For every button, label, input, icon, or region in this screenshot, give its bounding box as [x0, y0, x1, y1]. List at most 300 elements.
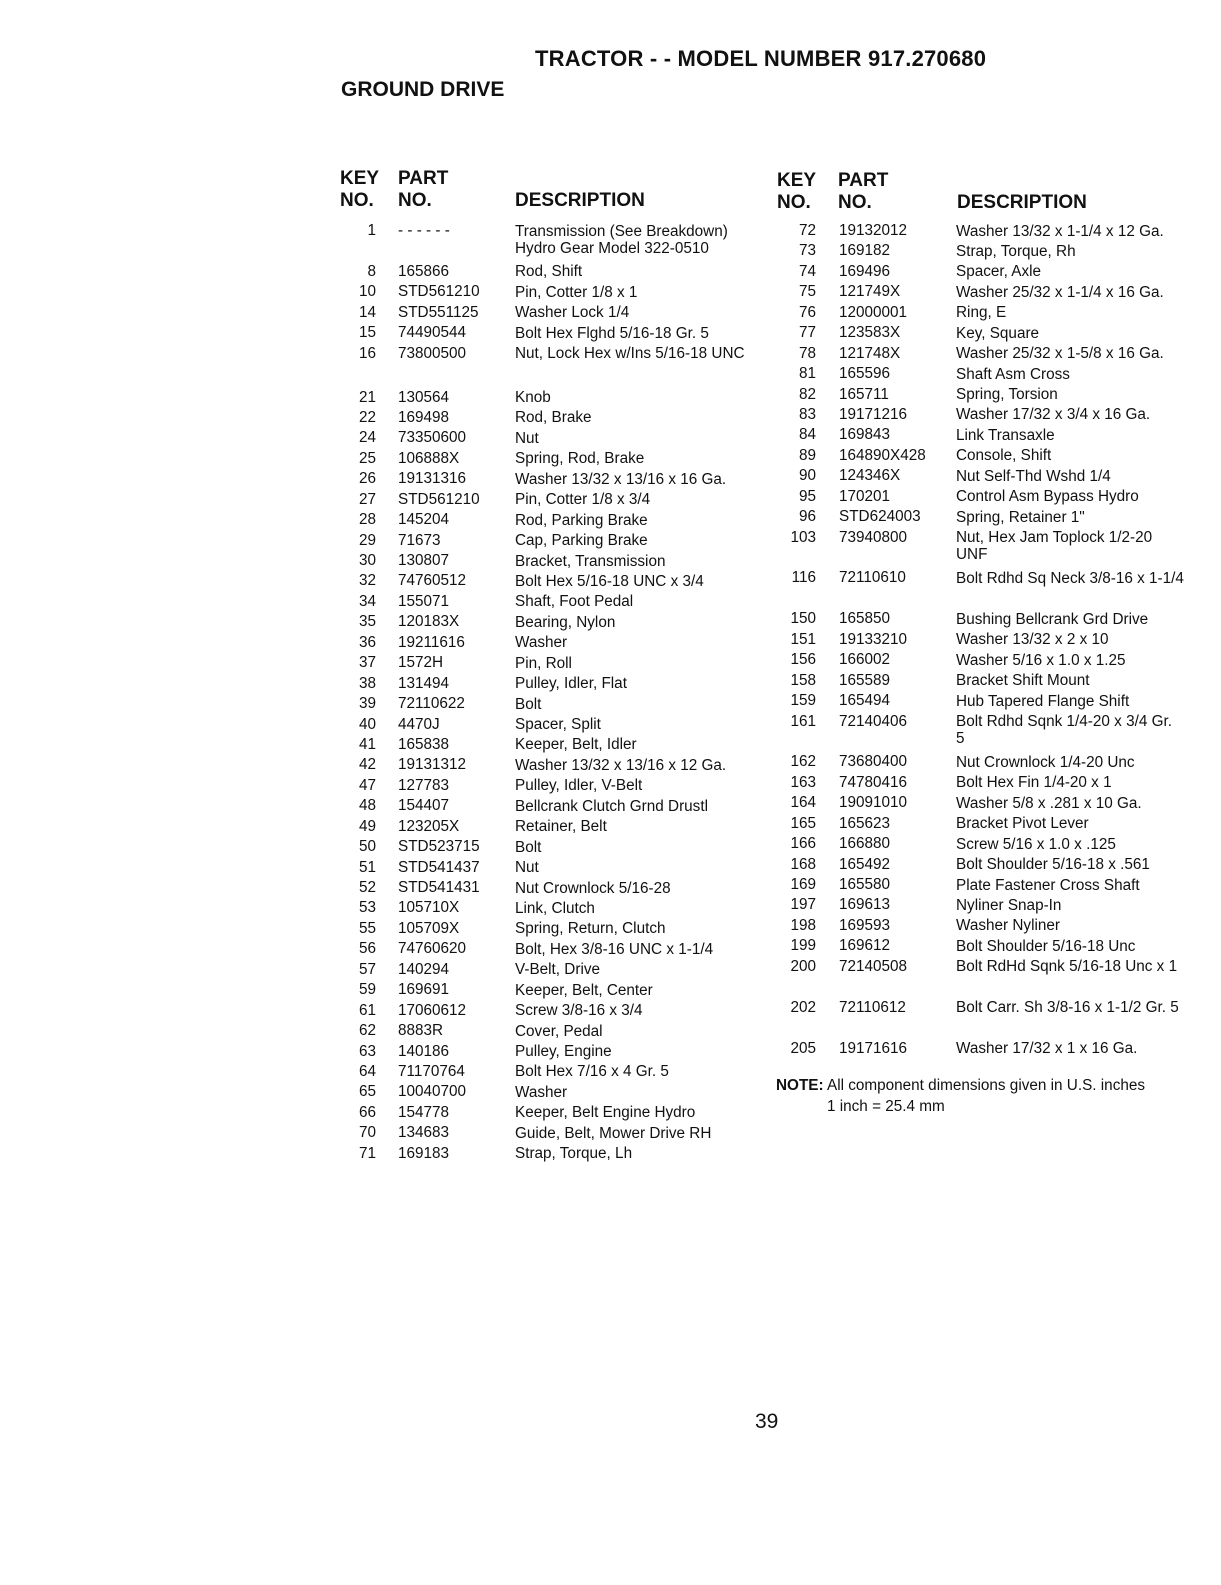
- part-number: 106888X: [398, 449, 460, 467]
- table-row: [340, 939, 780, 959]
- part-description: Washer 5/16 x 1.0 x 1.25: [956, 651, 1126, 669]
- part-description: Key, Square: [956, 324, 1040, 342]
- table-row: [340, 490, 780, 510]
- key-number: 163: [790, 773, 816, 791]
- part-description: Bolt, Hex 3/8-16 UNC x 1-1/4: [515, 940, 714, 958]
- key-number: 103: [790, 528, 816, 546]
- key-number: 200: [790, 957, 816, 975]
- table-row: [778, 303, 1203, 323]
- part-description: Pulley, Idler, V-Belt: [515, 777, 643, 795]
- part-description: Bolt Rdhd Sq Neck 3/8-16 x 1-1/4: [956, 569, 1184, 587]
- key-number: 47: [358, 776, 376, 794]
- part-description: Screw 5/16 x 1.0 x .125: [956, 835, 1116, 853]
- table-row: [778, 323, 1203, 343]
- part-number: 131494: [398, 674, 450, 692]
- part-number: - - - - - -: [398, 222, 450, 239]
- part-description: Bolt Hex Flghd 5/16-18 Gr. 5: [515, 324, 709, 342]
- key-number: 37: [358, 654, 376, 672]
- part-number: 74760620: [398, 940, 467, 958]
- part-number: 73680400: [839, 753, 908, 771]
- part-description: Screw 3/8-16 x 3/4: [515, 1002, 643, 1020]
- table-row: [340, 796, 780, 816]
- part-number: 74780416: [839, 773, 908, 791]
- table-row: [340, 612, 780, 632]
- table-row: [340, 858, 780, 878]
- part-description: Pulley, Engine: [515, 1043, 612, 1061]
- part-number: 72140406: [839, 712, 908, 730]
- part-description: Nut Crownlock 1/4-20 Unc: [956, 753, 1135, 771]
- table-row: [778, 855, 1203, 875]
- part-number: 145204: [398, 511, 450, 529]
- key-number: 202: [790, 998, 816, 1016]
- table-row: [778, 998, 1203, 1039]
- key-number: 39: [358, 695, 376, 713]
- part-number: 127783: [398, 776, 450, 794]
- table-row: [340, 837, 780, 857]
- part-description: Bracket Shift Mount: [956, 672, 1090, 690]
- part-description: Link, Clutch: [515, 899, 595, 917]
- table-row: [778, 712, 1203, 753]
- table-row: [778, 1039, 1203, 1059]
- part-description: Washer Nyliner: [956, 917, 1060, 935]
- part-no-header: [398, 168, 448, 212]
- description-header-right: DESCRIPTION: [957, 192, 1087, 213]
- key-number: 36: [358, 633, 376, 651]
- part-description: Bolt Shoulder 5/16-18 Unc: [956, 937, 1136, 955]
- key-number: 84: [798, 426, 816, 444]
- key-number: 15: [358, 324, 376, 342]
- part-description: Plate Fastener Cross Shaft: [956, 876, 1140, 894]
- key-number: 162: [790, 753, 816, 771]
- key-number: 8: [367, 262, 376, 280]
- part-description: Bolt: [515, 695, 542, 713]
- key-number: 151: [790, 630, 816, 648]
- part-description: Rod, Shift: [515, 263, 583, 281]
- part-number: 19171216: [839, 405, 908, 423]
- key-number: 52: [358, 879, 376, 897]
- part-description: Keeper, Belt, Idler: [515, 736, 637, 754]
- parts-table-right: [778, 221, 1203, 1059]
- part-number: 165580: [839, 876, 891, 894]
- part-number: 170201: [839, 487, 891, 505]
- key-number: 65: [358, 1083, 376, 1101]
- part-number: 120183X: [398, 613, 460, 631]
- description-header: DESCRIPTION: [515, 190, 645, 211]
- part-number: 155071: [398, 592, 450, 610]
- part-number: 169498: [398, 408, 450, 426]
- note-text: All component dimensions given in U.S. inches: [827, 1077, 1146, 1094]
- part-number: 165850: [839, 610, 891, 628]
- key-number: 14: [358, 303, 376, 321]
- key-number: 56: [358, 940, 376, 958]
- key-number: 165: [790, 814, 816, 832]
- key-number: 66: [358, 1103, 376, 1121]
- table-row: [340, 878, 780, 898]
- part-description: Nut, Hex Jam Toplock 1/2-20 UNF: [956, 529, 1153, 564]
- table-row: [340, 755, 780, 775]
- table-row: [778, 364, 1203, 384]
- table-row: [778, 691, 1203, 711]
- part-description: Rod, Parking Brake: [515, 511, 648, 529]
- part-description: Nut: [515, 859, 539, 877]
- key-number: 116: [791, 569, 816, 587]
- table-row: [778, 650, 1203, 670]
- part-description: Bearing, Nylon: [515, 613, 616, 631]
- part-number: 165866: [398, 262, 450, 280]
- key-number: 161: [790, 712, 816, 730]
- table-row: [340, 653, 780, 673]
- table-row: [778, 241, 1203, 261]
- key-number: 72: [798, 222, 816, 239]
- part-description: Washer 13/32 x 2 x 10: [956, 631, 1109, 649]
- part-header-line1-right: PART: [838, 170, 889, 191]
- key-number: 169: [790, 876, 816, 894]
- part-number: 19211616: [398, 633, 465, 651]
- key-number: 71: [358, 1144, 376, 1162]
- table-row: [778, 671, 1203, 691]
- part-header-line2: NO.: [398, 190, 432, 211]
- table-row: [340, 674, 780, 694]
- part-description: Strap, Torque, Rh: [956, 242, 1076, 260]
- key-number: 28: [358, 511, 376, 529]
- key-number: 164: [790, 794, 816, 812]
- table-row: [778, 221, 1203, 241]
- key-number: 63: [358, 1042, 376, 1060]
- key-header-line1-right: KEY: [777, 170, 817, 191]
- table-row: [778, 773, 1203, 793]
- part-description: Nut, Lock Hex w/Ins 5/16-18 UNC: [515, 345, 745, 363]
- note-conversion: 1 inch = 25.4 mm: [827, 1098, 945, 1115]
- part-description: Retainer, Belt: [515, 818, 607, 836]
- part-description: Spring, Return, Clutch: [515, 920, 666, 938]
- key-number: 49: [358, 817, 376, 835]
- table-row: [340, 1042, 780, 1062]
- key-header-line1: KEY: [340, 168, 380, 189]
- table-row: [778, 793, 1203, 813]
- part-description: Spacer, Axle: [956, 263, 1042, 281]
- table-row: [778, 568, 1203, 609]
- table-row: [778, 895, 1203, 915]
- key-number: 55: [358, 919, 376, 937]
- table-row: [778, 507, 1203, 527]
- key-number: 29: [358, 531, 376, 549]
- table-row: [778, 282, 1203, 302]
- key-number: 32: [358, 572, 376, 590]
- part-description: Nut Self-Thd Wshd 1/4: [956, 467, 1111, 485]
- part-number: 19131316: [398, 470, 467, 488]
- part-number: 169691: [398, 981, 450, 999]
- table-row: [340, 282, 780, 302]
- part-number: 121749X: [839, 283, 901, 301]
- part-description: Keeper, Belt, Center: [515, 981, 653, 999]
- table-row: [340, 388, 780, 408]
- key-number: 25: [358, 449, 376, 467]
- part-number: 72110622: [398, 695, 465, 713]
- part-description: Washer: [515, 634, 568, 652]
- part-description: Bolt Shoulder 5/16-18 x .561: [956, 856, 1150, 874]
- key-number: 24: [358, 429, 376, 447]
- key-number: 74: [798, 262, 816, 280]
- part-number: 134683: [398, 1124, 450, 1142]
- part-number: 73940800: [839, 528, 908, 546]
- part-description: Shaft Asm Cross: [956, 365, 1070, 383]
- part-description: Bolt Hex 7/16 x 4 Gr. 5: [515, 1063, 669, 1081]
- part-description: Guide, Belt, Mower Drive RH: [515, 1124, 712, 1142]
- part-number: 72110610: [839, 569, 906, 587]
- part-number: 71170764: [398, 1062, 465, 1080]
- part-number: 124346X: [839, 467, 901, 485]
- part-description: Bolt Hex Fin 1/4-20 x 1: [956, 774, 1112, 792]
- key-number: 1: [367, 222, 376, 239]
- table-row: [340, 571, 780, 591]
- table-row: [340, 428, 780, 448]
- section-title: GROUND DRIVE: [341, 78, 505, 101]
- part-number: 169612: [839, 937, 891, 955]
- part-number: 164890X428: [839, 446, 926, 464]
- table-row: [340, 221, 780, 262]
- part-number: STD561210: [398, 490, 480, 508]
- key-number: 159: [790, 692, 816, 710]
- part-description: Spacer, Split: [515, 716, 601, 734]
- part-number: 165494: [839, 692, 891, 710]
- part-number: 17060612: [398, 1001, 467, 1019]
- table-row: [778, 957, 1203, 998]
- table-row: [340, 1123, 780, 1143]
- key-number: 89: [798, 446, 816, 464]
- part-description: Bolt Hex 5/16-18 UNC x 3/4: [515, 572, 704, 590]
- part-number: 72140508: [839, 957, 908, 975]
- key-number: 82: [798, 385, 816, 403]
- table-row: [778, 466, 1203, 486]
- key-number: 158: [790, 671, 816, 689]
- part-number: 105710X: [398, 899, 460, 917]
- part-number: STD523715: [398, 838, 480, 856]
- table-row: [778, 425, 1203, 445]
- part-no-header-right: [838, 170, 888, 214]
- part-description: Spring, Rod, Brake: [515, 450, 645, 468]
- key-number: 22: [358, 408, 376, 426]
- part-number: 169593: [839, 916, 891, 934]
- part-header-line2-right: NO.: [838, 192, 872, 213]
- table-row: [778, 609, 1203, 629]
- part-number: 123205X: [398, 817, 460, 835]
- part-description: Shaft, Foot Pedal: [515, 593, 634, 611]
- key-number: 21: [358, 388, 376, 406]
- table-row: [340, 449, 780, 469]
- table-row: [778, 936, 1203, 956]
- table-row: [340, 960, 780, 980]
- part-description: Transmission (See Breakdown) Hydro Gear Model 322-0510: [515, 222, 728, 257]
- part-number: 165589: [839, 671, 891, 689]
- table-row: [340, 344, 780, 385]
- key-number: 150: [790, 610, 816, 628]
- part-number: STD624003: [839, 508, 921, 526]
- part-description: Washer 17/32 x 1 x 16 Ga.: [956, 1040, 1138, 1058]
- part-number: 74490544: [398, 324, 467, 342]
- part-number: STD561210: [398, 283, 480, 301]
- part-number: 19171616: [839, 1039, 908, 1057]
- table-row: [340, 262, 780, 282]
- table-row: [778, 814, 1203, 834]
- part-number: 166002: [839, 651, 891, 669]
- table-row: [340, 776, 780, 796]
- part-number: 4470J: [398, 715, 440, 733]
- table-row: [778, 630, 1203, 650]
- table-row: [340, 1082, 780, 1102]
- part-number: 12000001: [839, 303, 908, 321]
- part-description: Washer: [515, 1083, 568, 1101]
- key-number: 16: [358, 344, 376, 362]
- part-description: V-Belt, Drive: [515, 961, 601, 979]
- key-number: 76: [798, 303, 816, 321]
- key-number: 34: [358, 592, 376, 610]
- table-row: [778, 446, 1203, 466]
- key-number: 77: [798, 324, 816, 342]
- key-header-line2-right: NO.: [777, 192, 811, 213]
- part-number: 154778: [398, 1103, 450, 1121]
- part-number: STD541431: [398, 879, 480, 897]
- key-number: 10: [358, 283, 376, 301]
- part-description: Strap, Torque, Lh: [515, 1145, 633, 1163]
- table-row: [340, 551, 780, 571]
- part-description: Console, Shift: [956, 447, 1052, 465]
- table-row: [778, 344, 1203, 364]
- key-number: 75: [798, 283, 816, 301]
- part-description: Keeper, Belt Engine Hydro: [515, 1104, 696, 1122]
- key-number: 50: [358, 838, 376, 856]
- part-description: Pin, Cotter 1/8 x 1: [515, 283, 638, 301]
- part-number: 130564: [398, 388, 450, 406]
- part-description: Nyliner Snap-In: [956, 896, 1062, 914]
- part-description: Pin, Roll: [515, 654, 572, 672]
- key-number: 62: [358, 1022, 376, 1040]
- part-number: 8883R: [398, 1022, 444, 1040]
- key-number: 27: [358, 490, 376, 508]
- key-number: 59: [358, 981, 376, 999]
- table-row: [340, 1001, 780, 1021]
- key-number: 83: [798, 405, 816, 423]
- table-row: [778, 262, 1203, 282]
- part-description: Washer Lock 1/4: [515, 304, 630, 322]
- part-description: Bracket Pivot Lever: [956, 815, 1089, 833]
- table-row: [778, 487, 1203, 507]
- part-number: 140294: [398, 960, 450, 978]
- key-number: 197: [790, 896, 816, 914]
- part-description: Pulley, Idler, Flat: [515, 675, 627, 693]
- key-number: 64: [358, 1062, 376, 1080]
- key-number: 156: [790, 651, 816, 669]
- key-number: 38: [358, 674, 376, 692]
- key-number: 41: [358, 735, 376, 753]
- table-row: [340, 592, 780, 612]
- part-description: Washer 17/32 x 3/4 x 16 Ga.: [956, 406, 1151, 424]
- part-number: 165623: [839, 814, 891, 832]
- key-number: 53: [358, 899, 376, 917]
- key-number: 78: [798, 344, 816, 362]
- table-row: [778, 834, 1203, 854]
- key-number: 40: [358, 715, 376, 733]
- part-number: 169182: [839, 242, 891, 260]
- table-row: [340, 1103, 780, 1123]
- part-number: 165596: [839, 365, 891, 383]
- part-number: 165711: [839, 385, 889, 403]
- part-number: 19091010: [839, 794, 908, 812]
- part-description: Cover, Pedal: [515, 1022, 603, 1040]
- page-number: 39: [755, 1410, 779, 1433]
- part-number: 71673: [398, 531, 441, 549]
- part-number: 169613: [839, 896, 891, 914]
- table-row: [340, 531, 780, 551]
- key-no-header: [340, 168, 379, 212]
- table-row: [340, 303, 780, 323]
- dimensions-note: [776, 1075, 1145, 1117]
- key-number: 95: [798, 487, 816, 505]
- key-number: 30: [358, 552, 376, 570]
- part-description: Bolt: [515, 838, 542, 856]
- key-number: 205: [790, 1039, 816, 1057]
- table-row: [340, 919, 780, 939]
- part-number: 140186: [398, 1042, 450, 1060]
- part-description: Nut: [515, 429, 539, 447]
- part-description: Ring, E: [956, 304, 1007, 322]
- key-number: 26: [358, 470, 376, 488]
- part-description: Bolt Rdhd Sqnk 1/4-20 x 3/4 Gr. 5: [956, 713, 1172, 748]
- part-description: Knob: [515, 389, 551, 407]
- part-number: 166880: [839, 835, 891, 853]
- part-number: 154407: [398, 797, 450, 815]
- part-description: Bolt RdHd Sqnk 5/16-18 Unc x 1: [956, 958, 1178, 976]
- key-number: 166: [790, 835, 816, 853]
- table-row: [340, 633, 780, 653]
- part-number: 130807: [398, 552, 450, 570]
- part-description: Bracket, Transmission: [515, 552, 666, 570]
- part-description: Washer 5/8 x .281 x 10 Ga.: [956, 794, 1142, 812]
- part-number: 169843: [839, 426, 891, 444]
- key-number: 48: [358, 797, 376, 815]
- table-row: [340, 735, 780, 755]
- table-row: [778, 385, 1203, 405]
- part-number: 10040700: [398, 1083, 467, 1101]
- part-description: Washer 25/32 x 1-1/4 x 16 Ga.: [956, 283, 1164, 301]
- part-description: Washer 13/32 x 13/16 x 12 Ga.: [515, 756, 727, 774]
- part-description: Bellcrank Clutch Grnd Drustl: [515, 797, 708, 815]
- part-number: 19133210: [839, 630, 908, 648]
- part-description: Pin, Cotter 1/8 x 3/4: [515, 491, 651, 509]
- parts-table-left: [340, 221, 780, 1164]
- key-number: 61: [358, 1001, 376, 1019]
- part-description: Link Transaxle: [956, 426, 1055, 444]
- table-row: [778, 752, 1203, 772]
- table-row: [340, 980, 780, 1000]
- table-row: [778, 405, 1203, 425]
- part-description: Control Asm Bypass Hydro: [956, 488, 1139, 506]
- part-number: 1572H: [398, 654, 444, 672]
- table-row: [340, 1062, 780, 1082]
- table-row: [340, 510, 780, 530]
- table-row: [778, 916, 1203, 936]
- part-number: 169183: [398, 1144, 450, 1162]
- key-number: 70: [358, 1124, 376, 1142]
- part-description: Washer 13/32 x 1-1/4 x 12 Ga.: [956, 222, 1164, 240]
- part-description: Hub Tapered Flange Shift: [956, 692, 1130, 710]
- key-number: 73: [798, 242, 816, 260]
- table-row: [340, 469, 780, 489]
- key-number: 199: [790, 937, 816, 955]
- part-description: Nut Crownlock 5/16-28: [515, 879, 671, 897]
- part-description: Bolt Carr. Sh 3/8-16 x 1-1/2 Gr. 5: [956, 999, 1179, 1017]
- part-number: 165838: [398, 735, 450, 753]
- key-number: 81: [798, 365, 816, 383]
